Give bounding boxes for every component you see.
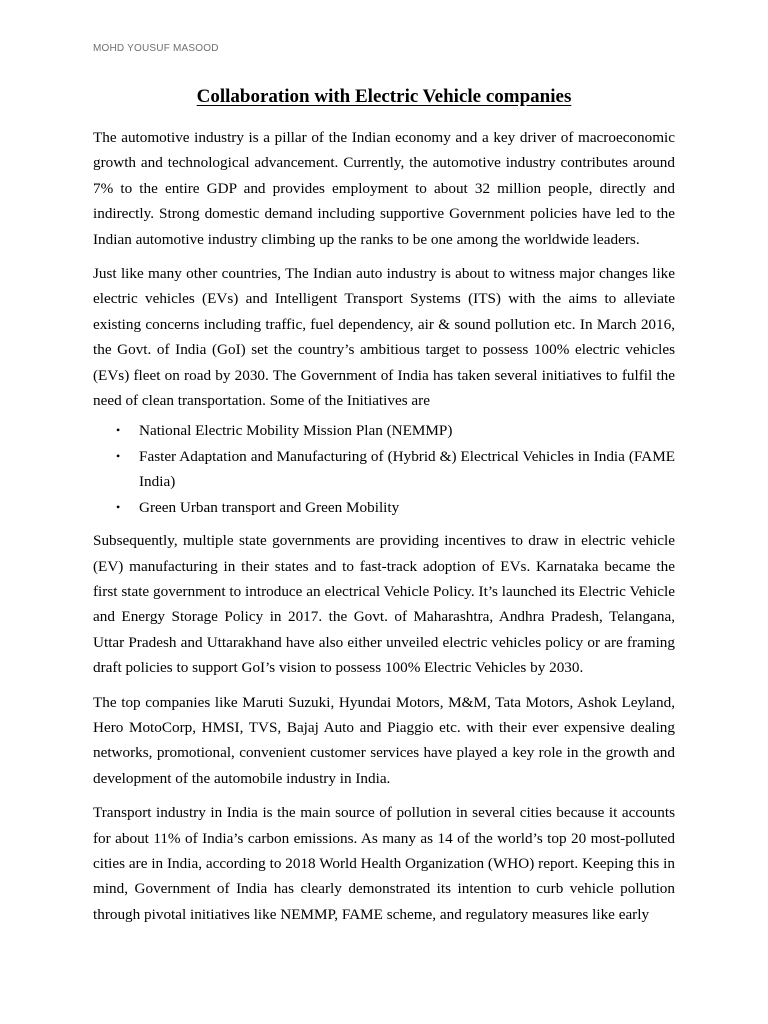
list-item [93, 418, 675, 443]
header-author: MOHD YOUSUF MASOOD [93, 43, 219, 54]
bullet-icon: • [116, 499, 121, 514]
list-item [93, 495, 675, 520]
paragraph-2: Just like many other countries, The Indian auto industry is about to witness major changes like electric vehicles (EVs) and Intelligent Transport Systems (ITS) with the aims to alleviate existing concerns including traffic, fuel dependency, air & sound pollution etc. In March 2016, the Govt. of India (GoI) set the country’s ambitious target to possess 100% electric vehicles (EVs) fleet on road by 2030. The Government of India has taken several initiatives to fulfil the need of clean transportation. Some of the Initiatives are [93, 265, 675, 410]
paragraph-5: Transport industry in India is the main source of pollution in several cities because it accounts for about 11% of India’s carbon emissions. As many as 14 of the world’s top 20 most-polluted cities are in India, according to 2018 World Health Organization (WHO) report. Keeping this in mind, Government of India has clearly demonstrated its intention to curb vehicle pollution through pivotal initiatives like NEMMP, FAME scheme, and regulatory measures like early [93, 804, 675, 923]
bullet-icon: • [116, 448, 121, 463]
paragraph-3: Subsequently, multiple state governments are providing incentives to draw in electric vehicle (EV) manufacturing in their states and to fast-track adoption of EVs. Karnataka became the first state government to introduce an electrical Vehicle Policy. It’s launched its Electric Vehicle and Energy Storage Policy in 2017. the Govt. of Maharashtra, Andhra Pradesh, Telangana, Uttar Pradesh and Uttarakhand have also either unveiled electric vehicles policy or are framing draft policies to support GoI’s vision to possess 100% Electric Vehicles by 2030. [93, 532, 675, 677]
document-title: Collaboration with Electric Vehicle companies [196, 86, 572, 107]
paragraph-1: The automotive industry is a pillar of the Indian economy and a key driver of macroeconomic growth and technological advancement. Currently, the automotive industry contributes around 7% to the entire GDP and provides employment to about 32 million people, directly and indirectly. Strong domestic demand including supportive Government policies have led to the Indian automotive industry climbing up the ranks to be one among the worldwide leaders. [93, 129, 675, 248]
list-item [93, 444, 675, 495]
list-item-text: National Electric Mobility Mission Plan (NEMMP) [139, 422, 453, 440]
bullet-icon: • [116, 423, 121, 438]
list-item-text: Faster Adaptation and Manufacturing of (Hybrid &) Electrical Vehicles in India (FAME India) [139, 447, 675, 491]
list-item-text: Green Urban transport and Green Mobility [139, 498, 400, 516]
initiatives-list [93, 418, 675, 520]
paragraph-4: The top companies like Maruti Suzuki, Hyundai Motors, M&M, Tata Motors, Ashok Leyland, Hero MotoCorp, HMSI, TVS, Bajaj Auto and Piaggio etc. with their ever expensive dealing networks, promotional, convenient customer services have played a key role in the growth and development of the automobile industry in India. [93, 693, 675, 787]
document-body [93, 125, 675, 927]
